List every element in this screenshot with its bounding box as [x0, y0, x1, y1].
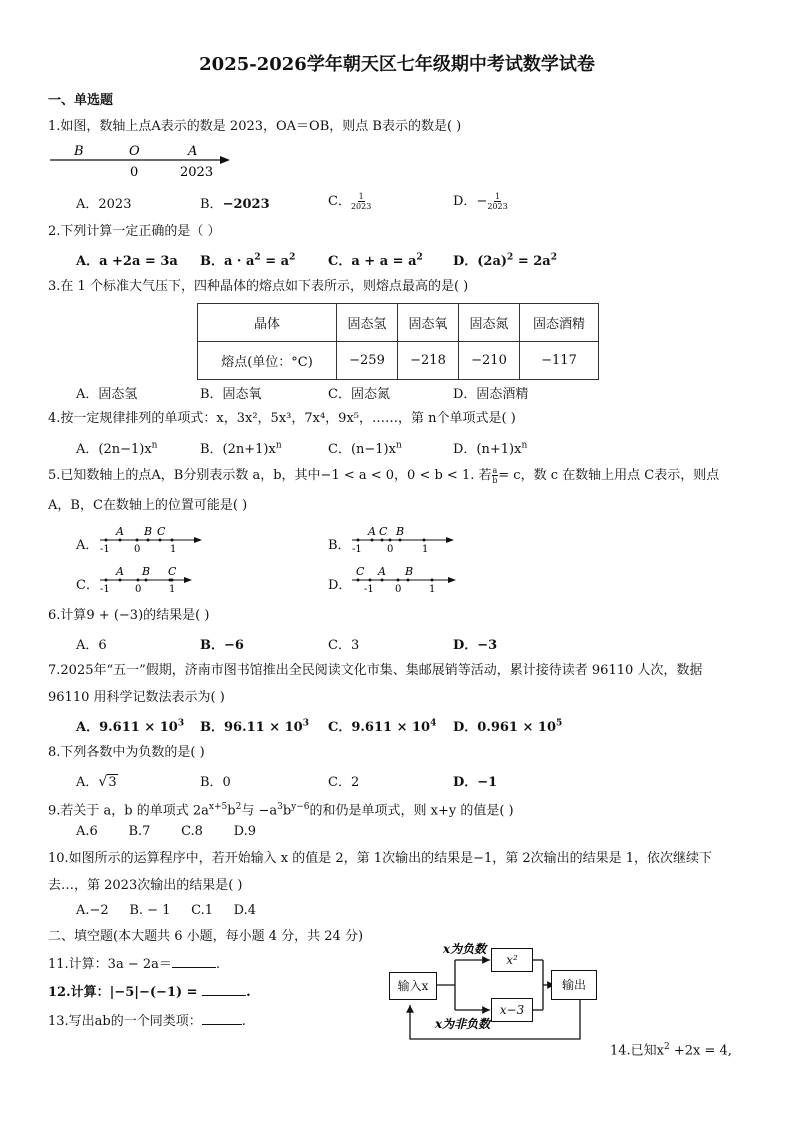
table-cell: −259: [337, 342, 398, 380]
q1-tick-0: 0: [130, 165, 139, 180]
svg-text:1: 1: [169, 584, 176, 595]
q3-option-a: A．固态氢: [76, 387, 138, 402]
svg-text:B: B: [396, 525, 405, 538]
table-header-row: [198, 304, 599, 342]
q5-option-a-number-line: [98, 522, 208, 556]
question-10-line-1: 10.如图所示的运算程序中，若开始输入 x 的值是 2，第 1次输出的结果是−1，第 2次输出的结果是 1，依次继续下: [48, 851, 713, 866]
svg-text:A: A: [378, 565, 386, 578]
q9-options: A.6 B.7 C.8 D.9: [76, 824, 256, 839]
svg-text:A: A: [368, 525, 376, 538]
q1-label-a: A: [188, 144, 198, 159]
table-header-cell: 固态酒精: [520, 304, 599, 342]
q1-option-b: B．−2023: [200, 197, 270, 212]
q1-option-c: C． $\frac{1}{2023}$: [328, 192, 372, 211]
section-heading-1: 一、单选题: [48, 93, 114, 108]
q7-option-c: C．$9.611 \times 10^4$: [328, 718, 437, 735]
q3-option-c: C．固态氮: [328, 387, 390, 402]
table-cell: −218: [398, 342, 459, 380]
q5-option-c-letter: C．: [76, 578, 99, 593]
svg-text:B: B: [405, 565, 414, 578]
q10-options: A.−2 B. − 1 C.1 D.4: [76, 903, 257, 918]
table-cell: 熔点(单位：°C): [198, 342, 337, 380]
q1-label-b: B: [74, 144, 84, 159]
table-cell: −210: [459, 342, 520, 380]
flow-label-negative: x为负数: [443, 942, 487, 956]
melting-point-table: [197, 303, 599, 380]
q1-label-o: O: [129, 144, 140, 159]
svg-text:B: B: [142, 565, 151, 578]
svg-text:1: 1: [422, 544, 429, 555]
q7-option-d: D．$0.961 \times 10^5$: [453, 718, 563, 735]
q6-option-b: B．−6: [200, 638, 244, 653]
q8-option-c: C．2: [328, 775, 360, 790]
flow-square-box: x²: [491, 948, 533, 972]
q1-tick-2023: 2023: [180, 165, 214, 180]
answer-blank: [172, 955, 216, 968]
table-row: [198, 342, 599, 380]
question-14: 14.已知$x^2 +2x = 4$,: [610, 1042, 732, 1059]
q1-number-line: [48, 140, 238, 182]
svg-text:A: A: [116, 525, 124, 538]
q2-option-b: B．$a \cdot a^2 = a^2$: [200, 252, 296, 269]
q5-option-a-letter: A．: [76, 538, 99, 553]
question-4-stem: 4.按一定规律排列的单项式：x，3x²，5x³，7x⁴，9x⁵，……，第 n个单项式是( ): [48, 411, 516, 426]
svg-text:C: C: [379, 525, 388, 538]
question-10-line-2: 去…，第 2023次输出的结果是( ): [48, 878, 243, 893]
table-header-cell: 固态氧: [398, 304, 459, 342]
table-header-cell: 固态氮: [459, 304, 520, 342]
q6-option-c: C．3: [328, 638, 360, 653]
svg-text:C: C: [157, 525, 166, 538]
q3-option-b: B．固态氧: [200, 387, 262, 402]
question-5-line-1: 5.已知数轴上的点A，B分别表示数 a，b，其中−1 < a < 0，0 < b < 1. 若 $\frac{a}{b}$ = c，数 c 在数轴上用点 C表示，则点: [48, 466, 720, 485]
q5-option-c-number-line: [98, 562, 208, 596]
q4-option-c: C．$(n-1)x^n$: [328, 440, 402, 457]
q5-option-b-letter: B．: [328, 538, 351, 553]
svg-text:0: 0: [134, 544, 141, 555]
table-header-cell: 固态氢: [337, 304, 398, 342]
q7-option-b: B．$96.11 \times 10^3$: [200, 718, 309, 735]
question-3-stem: 3.在 1 个标准大气压下，四种晶体的熔点如下表所示，则熔点最高的是( ): [48, 279, 469, 294]
svg-text:A: A: [116, 565, 124, 578]
svg-text:-1: -1: [100, 544, 110, 555]
question-5-line-2: A，B，C在数轴上的位置可能是( ): [48, 498, 248, 513]
q5-option-d-letter: D．: [328, 578, 352, 593]
svg-text:C: C: [168, 565, 177, 578]
q8-option-b: B．0: [200, 775, 231, 790]
page-title: 2025-2026学年朝天区七年级期中考试数学试卷: [199, 54, 595, 75]
question-6-stem: 6.计算9 + (−3)的结果是( ): [48, 608, 210, 623]
q4-option-b: B．$(2n+1)x^n$: [200, 440, 282, 457]
svg-text:0: 0: [387, 544, 394, 555]
answer-blank: [202, 983, 246, 996]
svg-text:B: B: [144, 525, 153, 538]
svg-text:-1: -1: [352, 544, 362, 555]
q2-option-c: C．$a + a = a^2$: [328, 252, 423, 269]
question-12: 12.计算：|−5|−(−1) = .: [48, 985, 251, 1000]
section-heading-2: 二、填空题(本大题共 6 小题，每小题 4 分，共 24 分): [48, 929, 364, 944]
question-8-stem: 8.下列各数中为负数的是( ): [48, 745, 205, 760]
q5-option-b-number-line: [350, 522, 460, 556]
q4-option-a: A．$(2n-1)x^n$: [76, 440, 158, 457]
q6-option-d: D．−3: [453, 638, 498, 653]
svg-text:0: 0: [135, 584, 142, 595]
table-cell: −117: [520, 342, 599, 380]
q8-option-a: A．√3: [76, 774, 117, 790]
flow-output-box: 输出: [551, 970, 597, 1000]
question-11: 11.计算：3a − 2a＝ .: [48, 957, 221, 972]
svg-text:1: 1: [429, 584, 436, 595]
question-7-line-2: 96110 用科学记数法表示为( ): [48, 690, 225, 705]
q1-option-a: A．2023: [76, 197, 132, 212]
question-13: 13.写出ab的一个同类项： .: [48, 1014, 246, 1029]
q8-option-d: D．−1: [453, 775, 498, 790]
q2-option-d: D．$(2a)^2 = 2a^2$: [453, 252, 557, 269]
question-1-stem: 1.如图，数轴上点A表示的数是 2023，OA＝OB，则点 B表示的数是( ): [48, 119, 462, 134]
table-header-cell: 晶体: [198, 304, 337, 342]
q6-option-a: A．6: [76, 638, 107, 653]
flow-minus3-box: x−3: [491, 998, 533, 1022]
svg-text:0: 0: [395, 584, 402, 595]
answer-blank: [202, 1012, 242, 1025]
flow-label-nonnegative: x为非负数: [435, 1017, 491, 1031]
q3-option-d: D．固态酒精: [453, 387, 529, 402]
q1-option-d: D．− $\frac{1}{2023}$: [453, 192, 508, 211]
q4-option-d: D．$(n+1)x^n$: [453, 440, 528, 457]
flow-input-box: 输入x: [389, 972, 437, 1000]
q5-option-d-number-line: [350, 562, 465, 596]
svg-text:-1: -1: [100, 584, 110, 595]
svg-text:-1: -1: [364, 584, 374, 595]
question-9-stem: 9.若关于 a，b 的单项式 $2a^{x+5}b^2$与 $-a^3b^{y-6}$的和仍是单项式，则 x+y 的值是( ): [48, 802, 514, 819]
q2-option-a: A．a +2a = 3a: [76, 254, 178, 269]
question-2-stem: 2.下列计算一定正确的是（ ）: [48, 224, 221, 239]
q7-option-a: A．$9.611 \times 10^3$: [76, 718, 185, 735]
svg-text:C: C: [356, 565, 365, 578]
svg-text:1: 1: [170, 544, 177, 555]
question-7-line-1: 7.2025年“五一”假期，济南市图书馆推出全民阅读文化市集、集邮展销等活动，累计接待读者 96110 人次，数据: [48, 663, 703, 678]
